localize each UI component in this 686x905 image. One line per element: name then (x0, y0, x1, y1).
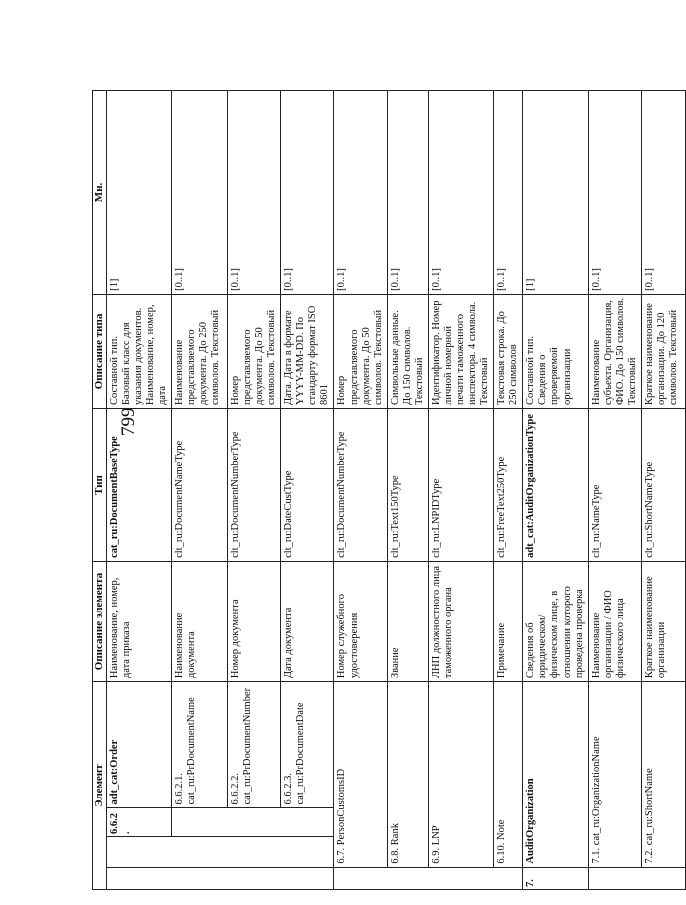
row-number: 6.6.2.3. (283, 773, 295, 805)
table-row (641, 91, 685, 890)
table-row (523, 91, 588, 890)
table-row (106, 91, 171, 890)
element-description: Примечание (494, 561, 523, 681)
multiplicity: [0..1] (494, 91, 523, 295)
element-type: clt_ru:FreeText250Type (494, 409, 523, 562)
row-number: 6.7. (336, 847, 348, 864)
table-row (227, 91, 280, 890)
element-description: Наименование организации / ФИО физического лица (588, 561, 641, 681)
page-number: 799 (118, 407, 139, 436)
type-description: Составной тип. Сведения о проверяемой организации (523, 294, 588, 408)
multiplicity: [0..1] (641, 91, 685, 295)
element-description: Наименование, номер, дата приказа (106, 561, 171, 681)
element-type: clt_ru:DocumentNameType (171, 409, 227, 562)
element-type: adt_cat:AuditOrganizationType (523, 409, 588, 562)
multiplicity: [0..1] (428, 91, 493, 295)
element-name: cat_ru:PrDocumentNumber (242, 687, 254, 805)
header-multiplicity: Мн. (93, 91, 107, 295)
element-type: clt_ru:LNPIDType (428, 409, 493, 562)
row-number: 7.1. (590, 847, 602, 864)
row-number: 6.6.2.2. (229, 773, 241, 805)
row-number: 7.2. (643, 847, 655, 864)
row-number: 6.6.2.1. (173, 773, 185, 805)
element-type: clt_ru:DocumentNumberType (334, 409, 387, 562)
table-row (387, 91, 428, 890)
multiplicity: [0..1] (387, 91, 428, 295)
header-type-description: Описание типа (93, 294, 107, 408)
row-number: 6.6.2. (106, 808, 171, 837)
element-name: PersonCustomsID (336, 768, 348, 846)
type-description: Наименование субъекта. Организация, ФИО. До 150 символов. Текстовый (588, 294, 641, 408)
row-number: 6.8. (389, 847, 401, 864)
header-description: Описание элемента (93, 561, 107, 681)
type-description: Номер представляемого документа. До 50 символов. Текстовый (334, 294, 387, 408)
multiplicity: [1] (106, 91, 171, 295)
table-row (588, 91, 641, 890)
multiplicity: [0..1] (281, 91, 334, 295)
element-description: Дата документа (281, 561, 334, 681)
multiplicity: [0..1] (227, 91, 280, 295)
element-type: clt_ru:DateCustType (281, 409, 334, 562)
row-number: 7. (523, 867, 588, 889)
row-number: 6.9. (430, 847, 442, 864)
row-number: 6.10. (496, 842, 508, 864)
element-description: Краткое наименование организации (641, 561, 685, 681)
element-name: Note (496, 819, 508, 840)
element-type: cat_ru:DocumentBaseType (106, 409, 171, 562)
type-description: Наименование представляемого документа. До 250 символов. Текстовый (171, 294, 227, 408)
rotated-table-container (92, 90, 680, 890)
type-description: Краткое наименование организации. До 120 символов. Текстовый (641, 294, 685, 408)
table-row (428, 91, 493, 890)
element-type: clt_ru:NameType (588, 409, 641, 562)
element-name: Rank (389, 823, 401, 846)
element-name: cat_ru:ShortName (643, 768, 655, 846)
multiplicity: [1] (523, 91, 588, 295)
type-description: Идентификатор. Номер личной номерной печати таможенного инспектора. 4 символа. Текстовый (428, 294, 493, 408)
element-name: adt_cat:Order (106, 682, 171, 808)
multiplicity: [0..1] (171, 91, 227, 295)
element-description: Сведения об юридическом/физическом лице, в отношении которого проведена проверка (523, 561, 588, 681)
element-type: clt_ru:Text150Type (387, 409, 428, 562)
element-description: Номер служебного удостоверения (334, 561, 387, 681)
header-row (93, 91, 107, 890)
element-description: Номер документа (227, 561, 280, 681)
element-description: Звание (387, 561, 428, 681)
header-element: Элемент (93, 682, 107, 890)
type-description: Номер представляемого документа. До 50 символов. Текстовый (227, 294, 280, 408)
element-name: cat_ru:OrganizationName (590, 736, 602, 846)
table-row (281, 91, 334, 890)
type-description: Дата. Дата в формате YYYY-MM-DD. По стандарту формат ISO 8601 (281, 294, 334, 408)
element-name: LNP (430, 825, 442, 846)
table-row (171, 91, 227, 890)
multiplicity: [0..1] (334, 91, 387, 295)
element-name: cat_ru:PrDocumentDate (295, 702, 307, 805)
element-table (92, 90, 686, 890)
type-description: Символьные данные. До 150 символов. Текстовый (387, 294, 428, 408)
multiplicity: [0..1] (588, 91, 641, 295)
type-description: Составной тип. Базовый класс для указания документов. Наименование, номер, дата (106, 294, 171, 408)
element-type: clt_ru:ShortNameType (641, 409, 685, 562)
header-type: Тип (93, 409, 107, 562)
element-name: AuditOrganization (523, 682, 588, 867)
element-description: Наименование документа (171, 561, 227, 681)
table-row (334, 91, 387, 890)
table-row (494, 91, 523, 890)
type-description: Текстовая строка. До 250 символов (494, 294, 523, 408)
element-description: ЛНП должностного лица таможенного органа (428, 561, 493, 681)
element-type: clt_ru:DocumentNumberType (227, 409, 280, 562)
element-name: cat_ru:PrDocumentName (186, 697, 198, 805)
